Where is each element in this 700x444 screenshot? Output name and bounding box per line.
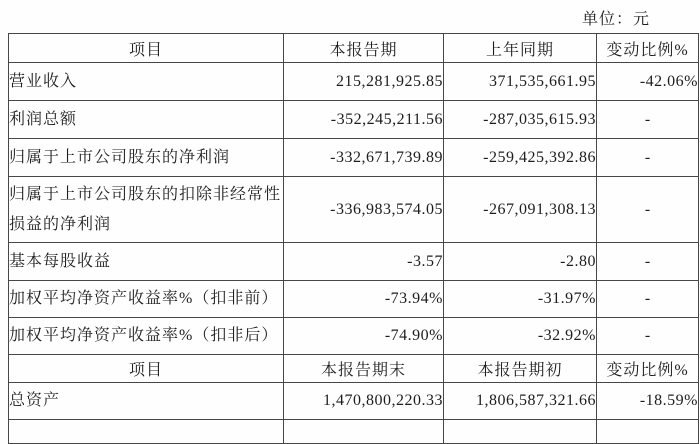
change-ratio-value <box>597 420 699 444</box>
change-ratio-value: - <box>597 243 699 281</box>
header-change-ratio: 变动比例% <box>597 355 699 383</box>
change-ratio-value: - <box>597 318 699 355</box>
table-row-total-profit <box>9 101 699 139</box>
prior-period-value: -287,035,615.93 <box>444 101 597 139</box>
table-row-weighted-roe-before <box>9 281 699 318</box>
current-period-value: 215,281,925.85 <box>284 63 444 101</box>
table-row-operating-revenue <box>9 63 699 101</box>
table-row-net-profit-attributable <box>9 139 699 177</box>
row-label: 营业收入 <box>9 63 284 101</box>
change-ratio-value: -18.59% <box>597 383 699 420</box>
current-period-value: -73.94% <box>284 281 444 318</box>
header-item: 项目 <box>9 355 284 383</box>
prior-period-value: -259,425,392.86 <box>444 139 597 177</box>
table-row-weighted-roe-after <box>9 318 699 355</box>
row-label: 加权平均净资产收益率%（扣非前） <box>9 281 284 318</box>
period-end-value: 1,470,800,220.33 <box>284 383 444 420</box>
table-row-partial-clipped <box>9 420 699 444</box>
change-ratio-value: - <box>597 281 699 318</box>
prior-period-value: -267,091,308.13 <box>444 177 597 243</box>
row-label <box>9 420 284 444</box>
prior-period-value: -32.92% <box>444 318 597 355</box>
change-ratio-value: -42.06% <box>597 63 699 101</box>
change-ratio-value: - <box>597 177 699 243</box>
financial-summary-table <box>8 33 699 444</box>
row-label: 归属于上市公司股东的扣除非经常性损益的净利润 <box>9 177 284 243</box>
header-period-begin: 本报告期初 <box>444 355 597 383</box>
table-header-row-period-end <box>9 355 699 383</box>
header-prior-period: 上年同期 <box>444 34 597 63</box>
prior-period-value: 371,535,661.95 <box>444 63 597 101</box>
table-row-total-assets <box>9 383 699 420</box>
unit-label: 单位：元 <box>582 11 651 28</box>
current-period-value: -352,245,211.56 <box>284 101 444 139</box>
change-ratio-value: - <box>597 101 699 139</box>
table-row-basic-eps <box>9 243 699 281</box>
row-label: 利润总额 <box>9 101 284 139</box>
table-header-row-period <box>9 34 699 63</box>
period-begin-value <box>444 420 597 444</box>
current-period-value: -3.57 <box>284 243 444 281</box>
prior-period-value: -31.97% <box>444 281 597 318</box>
header-item: 项目 <box>9 34 284 63</box>
prior-period-value: -2.80 <box>444 243 597 281</box>
header-change-ratio: 变动比例% <box>597 34 699 63</box>
header-current-period: 本报告期 <box>284 34 444 63</box>
row-label: 归属于上市公司股东的净利润 <box>9 139 284 177</box>
current-period-value: -74.90% <box>284 318 444 355</box>
header-period-end: 本报告期末 <box>284 355 444 383</box>
table-row-net-profit-excl-nonrecurring <box>9 177 699 243</box>
row-label: 总资产 <box>9 383 284 420</box>
period-begin-value: 1,806,587,321.66 <box>444 383 597 420</box>
row-label: 加权平均净资产收益率%（扣非后） <box>9 318 284 355</box>
period-end-value <box>284 420 444 444</box>
row-label: 基本每股收益 <box>9 243 284 281</box>
change-ratio-value: - <box>597 139 699 177</box>
current-period-value: -336,983,574.05 <box>284 177 444 243</box>
current-period-value: -332,671,739.89 <box>284 139 444 177</box>
